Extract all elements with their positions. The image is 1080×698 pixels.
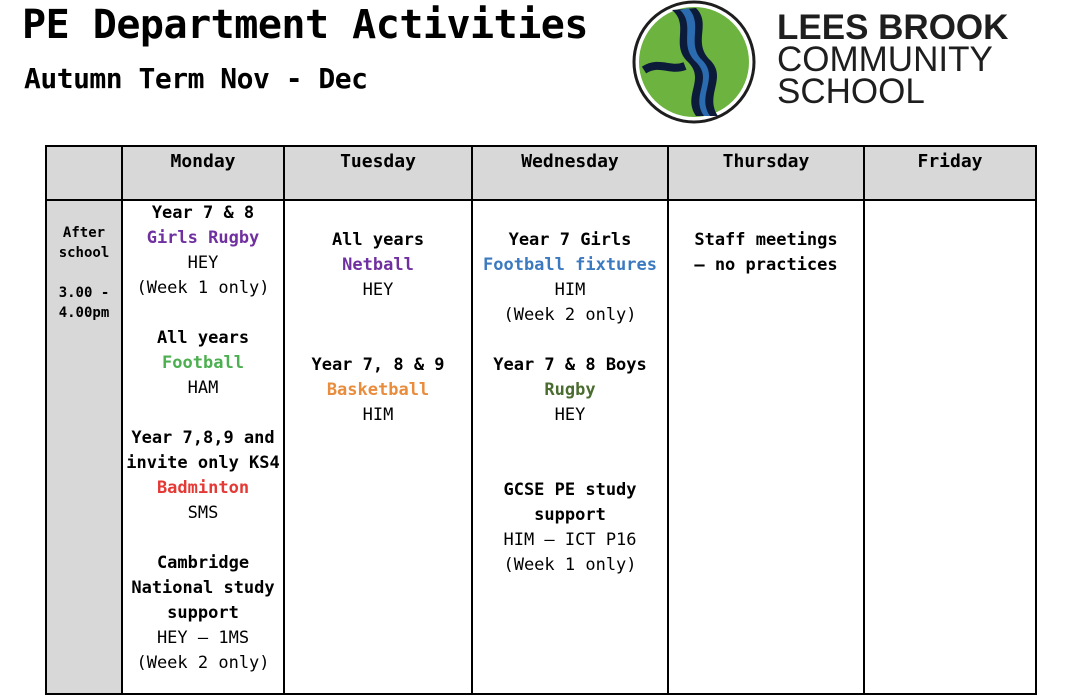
activity-staff: HEY <box>187 253 219 273</box>
school-logo <box>630 0 1030 124</box>
activity-group: Year 7 Girls <box>508 230 632 250</box>
activity-name: Football <box>162 353 244 373</box>
row-label-line: school <box>58 245 110 261</box>
page-title: PE Department Activities <box>22 2 588 48</box>
activity-block <box>473 228 667 328</box>
activity-staff: SMS <box>187 503 219 523</box>
activity-name: Football fixtures <box>483 255 657 275</box>
activity-note: (Week 1 only) <box>503 555 637 575</box>
row-label-line: After <box>62 225 106 241</box>
activity-group: Cambridge <box>156 553 250 573</box>
activity-group: Year 7,8,9 and <box>131 428 275 448</box>
activity-note: (Week 2 only) <box>136 653 270 673</box>
row-label-time: 3.00 - <box>58 285 110 301</box>
header-friday: Friday <box>864 146 1036 200</box>
activity-block <box>123 426 283 526</box>
notice-line: Staff meetings <box>694 230 838 250</box>
row-label-time: 4.00pm <box>58 305 110 321</box>
activity-group: Year 7, 8 & 9 <box>311 355 445 375</box>
school-logo-emblem-icon <box>630 0 770 124</box>
activity-staff: HEY – 1MS <box>156 628 250 648</box>
activity-group: All years <box>156 328 250 348</box>
activity-name: Girls Rugby <box>146 228 260 248</box>
activity-staff: HIM <box>554 280 586 300</box>
header-row <box>46 146 1036 200</box>
activity-group: National study <box>131 578 275 598</box>
activity-group: All years <box>331 230 425 250</box>
logo-line-3: SCHOOL <box>777 72 925 111</box>
monday-cell <box>122 200 284 694</box>
activity-group: GCSE PE study <box>503 480 637 500</box>
header-wednesday: Wednesday <box>472 146 668 200</box>
activity-block <box>473 478 667 578</box>
activity-group: Year 7 & 8 <box>151 203 255 223</box>
school-logo-text <box>777 8 1009 111</box>
friday-cell <box>864 200 1036 694</box>
header-tuesday: Tuesday <box>284 146 472 200</box>
after-school-row <box>46 200 1036 694</box>
logo-line-1: LEES BROOK <box>777 8 1009 47</box>
thursday-cell <box>668 200 864 694</box>
activity-note: (Week 1 only) <box>136 278 270 298</box>
header-corner-cell <box>46 146 122 200</box>
thursday-notice <box>669 228 863 278</box>
activity-group: invite only KS4 <box>126 453 280 473</box>
activity-name: Netball <box>342 255 414 275</box>
activity-block <box>123 551 283 676</box>
header-monday: Monday <box>122 146 284 200</box>
notice-line: – no practices <box>694 255 838 275</box>
activity-block <box>285 228 471 303</box>
logo-line-2: COMMUNITY <box>777 40 993 79</box>
activity-block <box>473 353 667 428</box>
wednesday-cell <box>472 200 668 694</box>
row-label-cell <box>46 200 122 694</box>
tuesday-cell <box>284 200 472 694</box>
page-subtitle: Autumn Term Nov - Dec <box>24 62 368 95</box>
activity-staff: HEY <box>554 405 586 425</box>
activity-group: support <box>534 505 606 525</box>
activity-block <box>285 353 471 428</box>
activity-staff: HIM <box>362 405 394 425</box>
header-thursday: Thursday <box>668 146 864 200</box>
activity-group: Year 7 & 8 Boys <box>493 355 647 375</box>
activity-name: Basketball <box>326 380 430 400</box>
activity-block <box>123 326 283 401</box>
activity-name: Rugby <box>544 380 596 400</box>
activity-block <box>123 201 283 301</box>
activity-staff: HEY <box>362 280 394 300</box>
activity-note: (Week 2 only) <box>503 305 637 325</box>
activity-group: support <box>167 603 239 623</box>
activity-name: Badminton <box>156 478 250 498</box>
activity-staff: HAM <box>187 378 219 398</box>
activities-timetable <box>45 145 1037 695</box>
activity-staff: HIM – ICT P16 <box>503 530 637 550</box>
